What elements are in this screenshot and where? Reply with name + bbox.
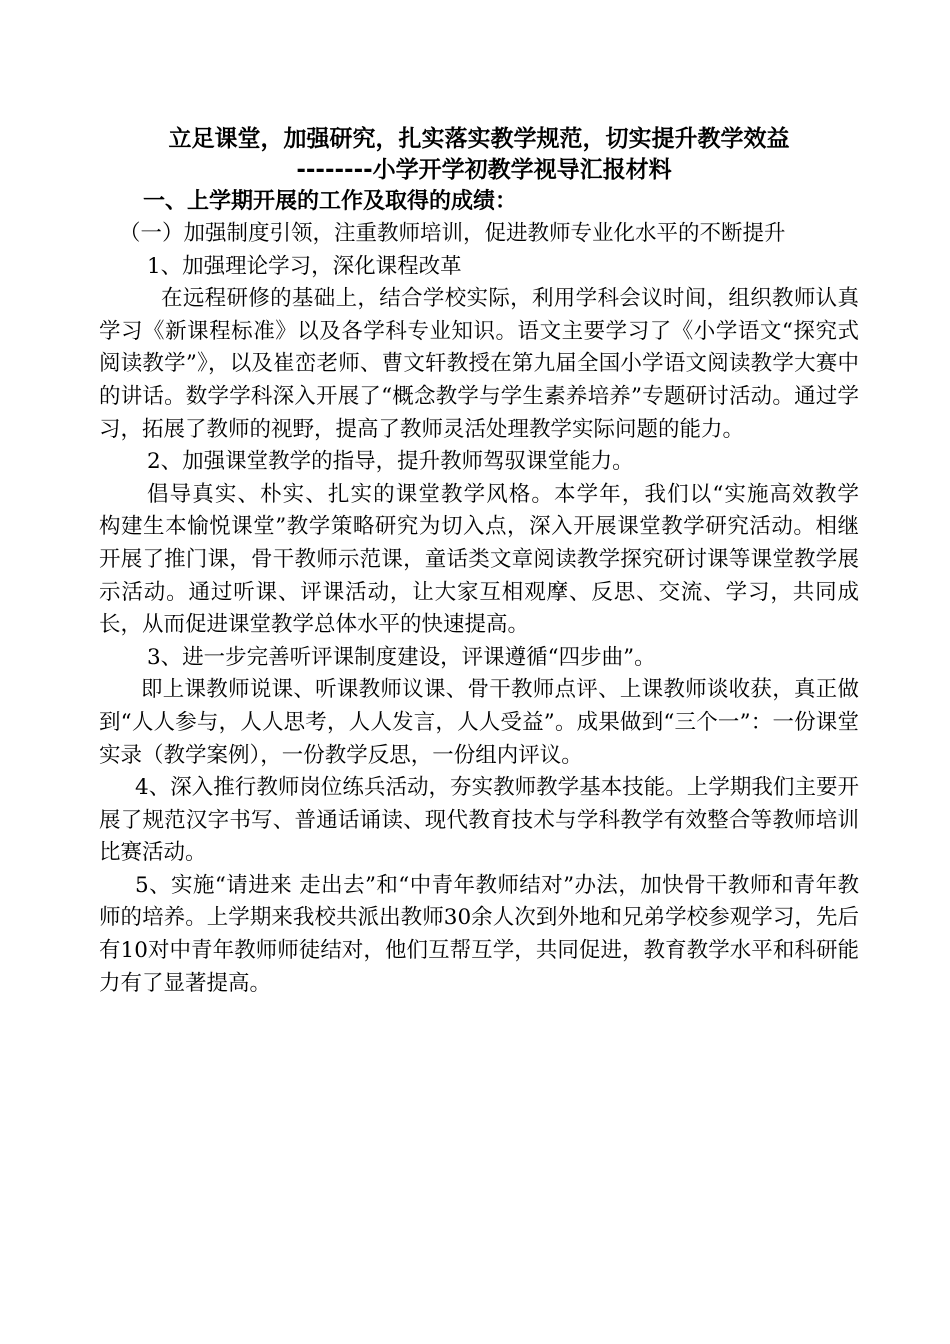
body-paragraph: 在远程研修的基础上，结合学校实际，利用学科会议时间，组织教师认真学习《新课程标准》以及各学科专业知识。语文主要学习了《小学语文“探究式阅读教学”》，以及崔峦老师、曹文轩教授在第九届全国小学语文阅读教学大赛中的讲话。数学学科深入开展了“概念教学与学生素养培养”专题研讨活动。通过学习，拓展了教师的视野，提高了教师灵活处理教学实际问题的能力。 bbox=[99, 286, 859, 442]
item-heading: 2、加强课堂教学的指导，提升教师驾驭课堂能力。 bbox=[147, 449, 634, 475]
body-paragraph: 4、深入推行教师岗位练兵活动，夯实教师教学基本技能。上学期我们主要开展了规范汉字书写、普通话诵读、现代教育技术与学科教学有效整合等教师培训比赛活动。 bbox=[99, 775, 859, 866]
item-heading: 3、进一步完善听评课制度建设，评课遵循“四步曲”。 bbox=[147, 644, 656, 670]
body-paragraph: 即上课教师说课、听课教师议课、骨干教师点评、上课教师谈收获，真正做到“人人参与，人人思考，人人发言，人人受益”。成果做到“三个一”：一份课堂实录（教学案例），一份教学反思，一份组内评议。 bbox=[99, 677, 859, 768]
body-paragraph: 5、实施“请进来 走出去”和“中青年教师结对”办法，加快骨干教师和青年教师的培养。上学期来我校共派出教师30余人次到外地和兄弟学校参观学习，先后有10对中青年教师师徒结对，他们互帮互学，共同促进，教育教学水平和科研能力有了显著提高。 bbox=[99, 872, 859, 996]
body-paragraph: 倡导真实、朴实、扎实的课堂教学风格。本学年，我们以“实施高效教学 构建生本愉悦课堂”教学策略研究为切入点，深入开展课堂教学研究活动。相继开展了推门课，骨干教师示范课，童话类文章阅读教学探究研讨课等课堂教学展示活动。通过听课、评课活动，让大家互相观摩、反思、交流、学习，共同成长，从而促进课堂教学总体水平的快速提高。 bbox=[99, 481, 881, 638]
document-page bbox=[99, 124, 881, 1000]
subsection-heading: （一）加强制度引领，注重教师培训，促进教师专业化水平的不断提升 bbox=[119, 221, 786, 246]
document-title: 立足课堂，加强研究，扎实落实教学规范，切实提升教学效益 bbox=[168, 126, 790, 152]
item-heading: 1、加强理论学习，深化课程改革 bbox=[147, 253, 462, 279]
document-subtitle: --------小学开学初教学视导汇报材料 bbox=[296, 157, 672, 183]
section-heading: 一、上学期开展的工作及取得的成绩： bbox=[143, 189, 518, 214]
